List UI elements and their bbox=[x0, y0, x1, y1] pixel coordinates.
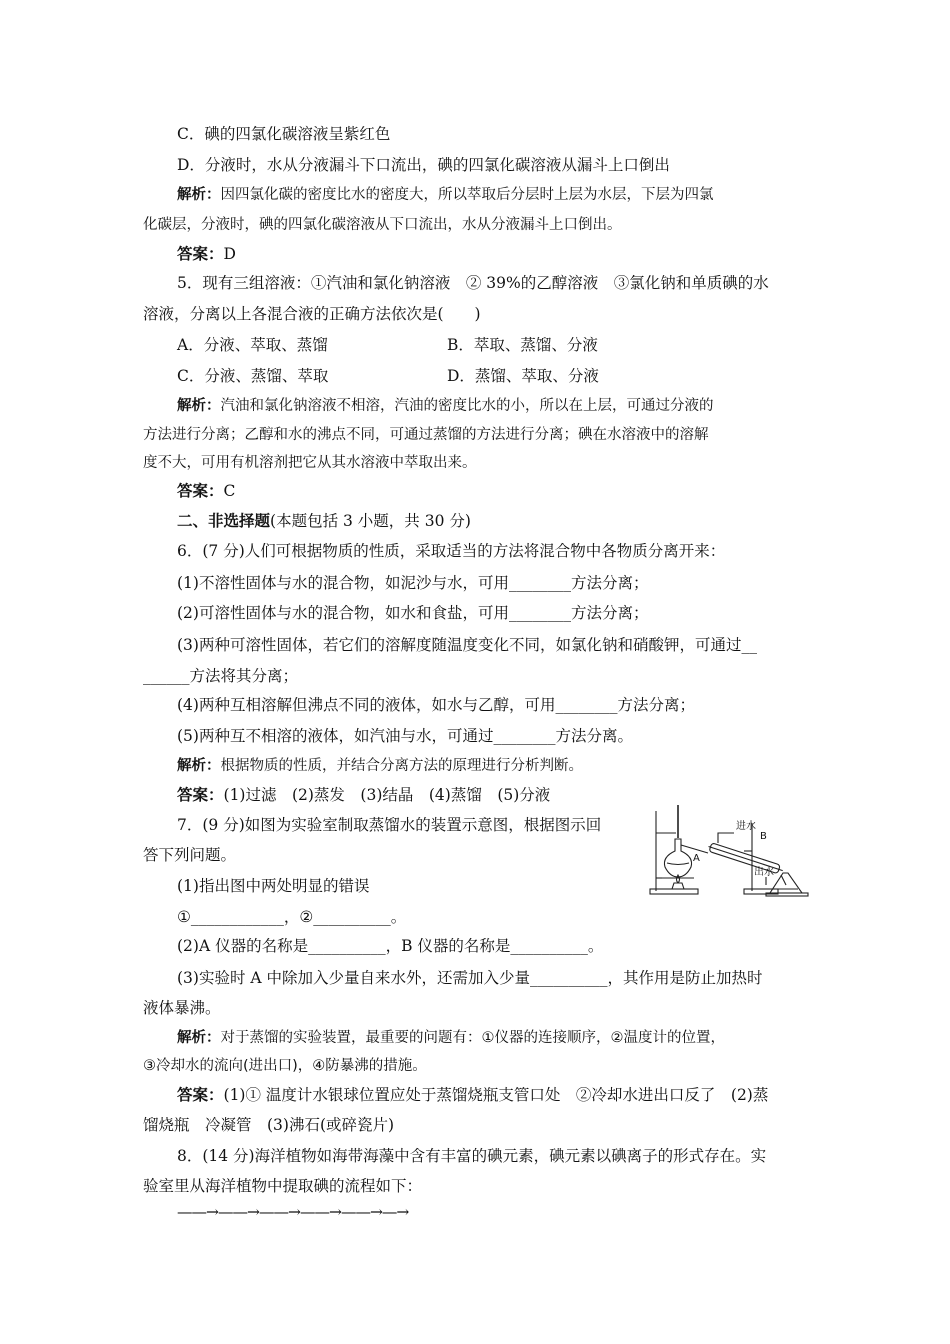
answer-value: (1)过滤 (2)蒸发 (3)结晶 (4)蒸馏 (5)分液 bbox=[223, 786, 551, 804]
q6-part2: (2)可溶性固体与水的混合物，如水和食盐，可用________方法分离； bbox=[177, 604, 649, 622]
analysis-label: 解析： bbox=[177, 187, 221, 203]
q5-stem-line2: 溶液，分离以上各混合液的正确方法依次是( ) bbox=[143, 305, 481, 323]
analysis-text: 汽油和氯化钠溶液不相溶，汽油的密度比水的小，所以在上层，可通过分液的 bbox=[220, 398, 714, 414]
analysis-label: 解析： bbox=[177, 1030, 221, 1046]
q5-option-c: C．分液、蒸馏、萃取 bbox=[177, 367, 329, 385]
section-title: 二、非选择题 bbox=[177, 511, 271, 530]
q5-option-a: A．分液、萃取、蒸馏 bbox=[177, 336, 328, 354]
answer-label: 答案： bbox=[177, 244, 224, 263]
q7-analysis-line1 bbox=[177, 1028, 725, 1048]
q7-part1-blanks: ①____________，②__________。 bbox=[177, 908, 407, 926]
answer-value: C bbox=[223, 482, 236, 500]
section-heading bbox=[177, 511, 471, 531]
q7-part2: (2)A 仪器的名称是__________，B 仪器的名称是__________。 bbox=[177, 937, 604, 955]
answer-label: 答案： bbox=[177, 785, 224, 804]
q5-option-d: D．蒸馏、萃取、分液 bbox=[447, 367, 599, 385]
q6-part3-line2: ______方法将其分离； bbox=[143, 667, 299, 685]
q7-answer-line2: 馏烧瓶 冷凝管 (3)沸石(或碎瓷片) bbox=[143, 1116, 395, 1134]
label-b: B bbox=[760, 831, 767, 842]
answer-label: 答案： bbox=[177, 1085, 224, 1104]
q6-answer bbox=[177, 785, 550, 805]
q4-answer bbox=[177, 244, 236, 264]
q6-part3-line1: (3)两种可溶性固体，若它们的溶解度随温度变化不同，如氯化钠和硝酸钾，可通过__ bbox=[177, 636, 757, 654]
q7-part3-line1: (3)实验时 A 中除加入少量自来水外，还需加入少量__________，其作用是防止加热时 bbox=[177, 969, 763, 987]
q7-stem-line2: 答下列问题。 bbox=[143, 846, 237, 864]
q6-part4: (4)两种互相溶解但沸点不同的液体，如水与乙醇，可用________方法分离； bbox=[177, 696, 695, 714]
q7-part3-line2: 液体暴沸。 bbox=[143, 999, 221, 1017]
q7-stem-line1: 7．(9 分)如图为实验室制取蒸馏水的装置示意图，根据图示回 bbox=[177, 816, 602, 834]
q5-analysis-line1 bbox=[177, 396, 714, 416]
section-note: (本题包括 3 小题，共 30 分) bbox=[270, 512, 471, 530]
q4-analysis-line2: 化碳层，分液时，碘的四氯化碳溶液从下口流出，水从分液漏斗上口倒出。 bbox=[143, 217, 622, 233]
answer-value: (1)① 温度计水银球位置应处于蒸馏烧瓶支管口处 ②冷却水进出口反了 (2)蒸 bbox=[223, 1086, 769, 1104]
analysis-text: 因四氯化碳的密度比水的密度大，所以萃取后分层时上层为水层，下层为四氯 bbox=[220, 187, 714, 203]
answer-label: 答案： bbox=[177, 481, 224, 500]
q4-analysis-line1 bbox=[177, 185, 714, 205]
q5-analysis-line2: 方法进行分离；乙醇和水的沸点不同，可通过蒸馏的方法进行分离；碘在水溶液中的溶解 bbox=[143, 427, 709, 443]
q5-answer bbox=[177, 481, 235, 501]
q6-stem: 6．(7 分)人们可根据物质的性质，采取适当的方法将混合物中各物质分离开来： bbox=[177, 542, 726, 560]
label-water-out: 出水 bbox=[754, 867, 774, 878]
q8-flow-chart: ——→——→——→——→——→—→ bbox=[177, 1203, 409, 1221]
analysis-text: 对于蒸馏的实验装置，最重要的问题有：①仪器的连接顺序，②温度计的位置， bbox=[220, 1030, 725, 1046]
q7-answer-line1 bbox=[177, 1085, 768, 1105]
label-a: A bbox=[693, 853, 700, 864]
q8-stem-line2: 验室里从海洋植物中提取碘的流程如下： bbox=[143, 1177, 423, 1195]
analysis-label: 解析： bbox=[177, 398, 221, 414]
q5-option-b: B．萃取、蒸馏、分液 bbox=[447, 336, 598, 354]
analysis-label: 解析： bbox=[177, 758, 221, 774]
analysis-text: 根据物质的性质，并结合分离方法的原理进行分析判断。 bbox=[220, 758, 583, 774]
q7-part1: (1)指出图中两处明显的错误 bbox=[177, 877, 370, 895]
q6-part5: (5)两种互不相溶的液体，如汽油与水，可通过________方法分离。 bbox=[177, 727, 633, 745]
q7-analysis-line2: ③冷却水的流向(进出口)，④防暴沸的措施。 bbox=[143, 1058, 427, 1074]
q4-option-c: C．碘的四氯化碳溶液呈紫红色 bbox=[177, 125, 391, 143]
q6-part1: (1)不溶性固体与水的混合物，如泥沙与水，可用________方法分离； bbox=[177, 574, 649, 592]
answer-value: D bbox=[223, 245, 236, 263]
label-water-in: 进水 bbox=[736, 821, 756, 832]
q4-option-d: D．分液时，水从分液漏斗下口流出，碘的四氯化碳溶液从漏斗上口倒出 bbox=[177, 156, 670, 174]
distillation-apparatus-figure bbox=[648, 803, 816, 898]
q8-stem-line1: 8．(14 分)海洋植物如海带海藻中含有丰富的碘元素，碘元素以碘离子的形式存在。实 bbox=[177, 1147, 767, 1165]
q5-analysis-line3: 度不大，可用有机溶剂把它从其水溶液中萃取出来。 bbox=[143, 455, 477, 471]
q5-stem-line1: 5．现有三组溶液：①汽油和氯化钠溶液 ② 39%的乙醇溶液 ③氯化钠和单质碘的水 bbox=[177, 274, 769, 292]
q6-analysis bbox=[177, 756, 583, 776]
